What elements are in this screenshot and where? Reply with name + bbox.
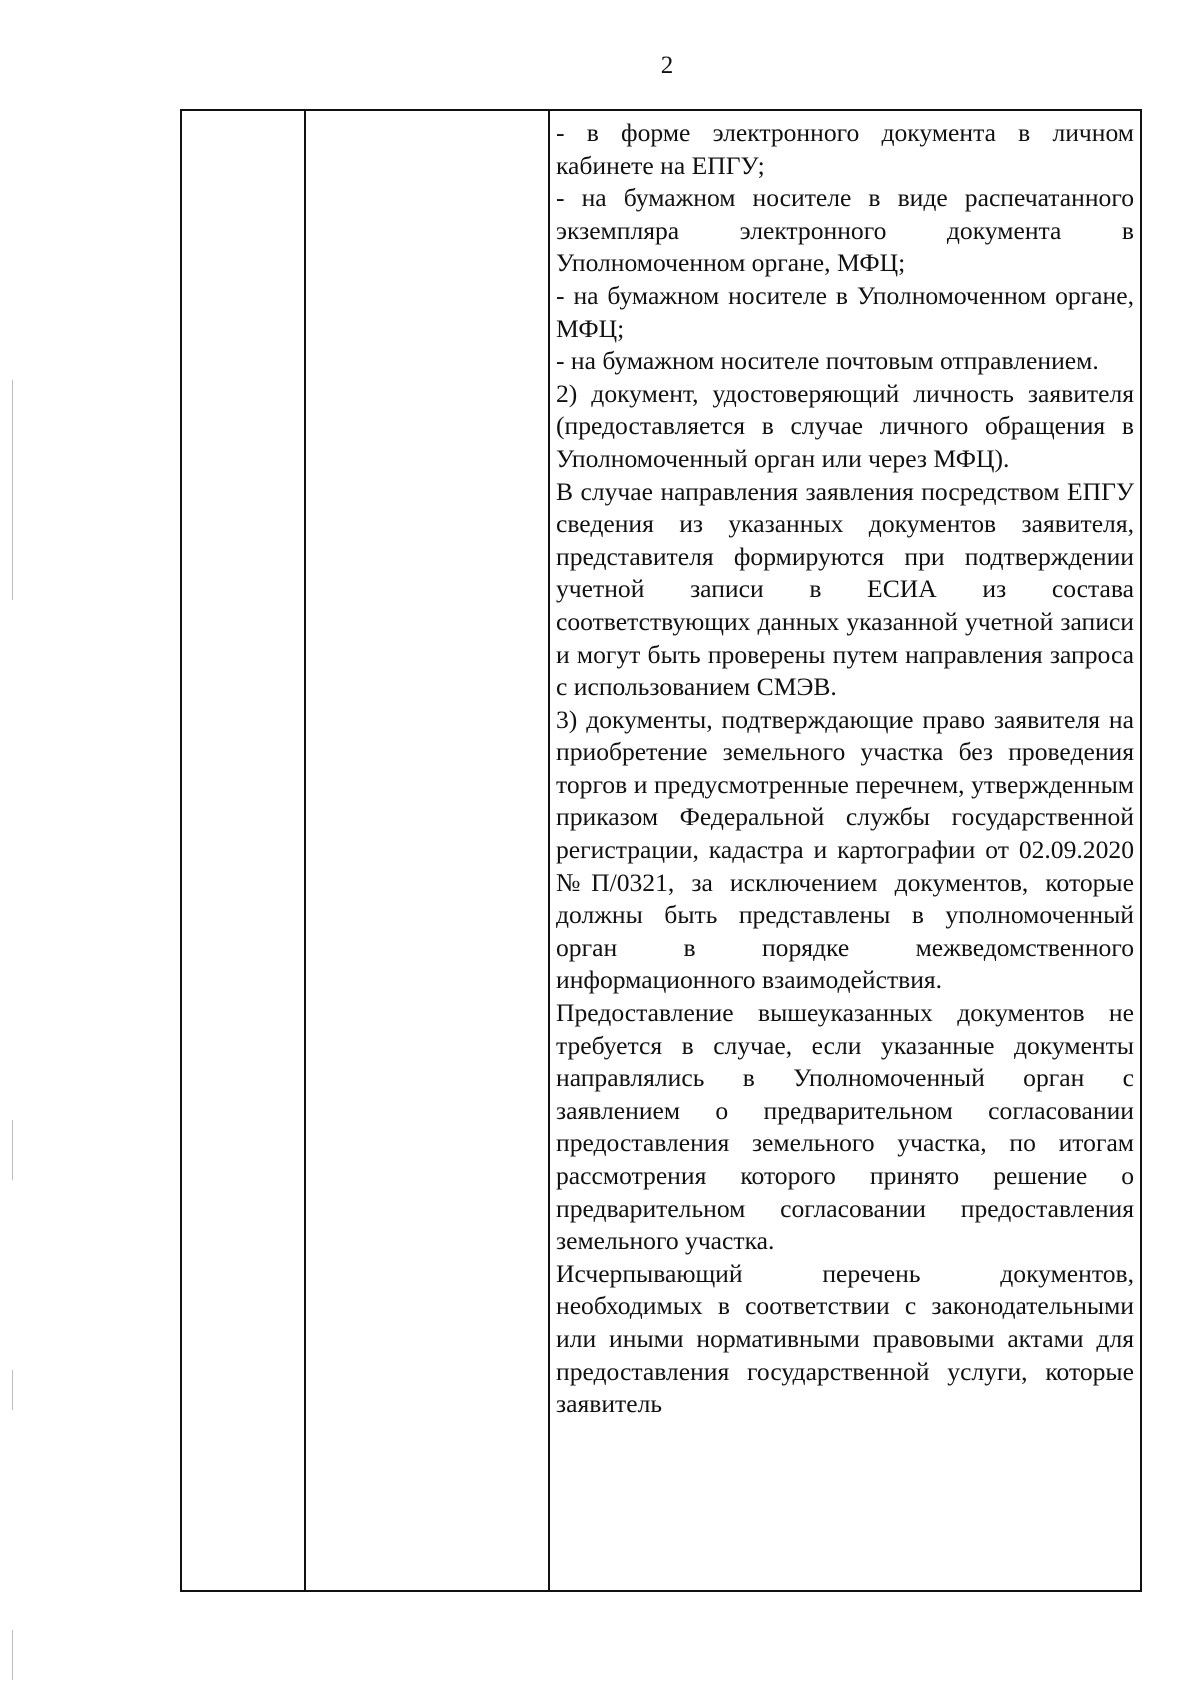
- table-cell-empty-1: [182, 111, 306, 1590]
- table-cell-empty-2: [306, 111, 550, 1590]
- paragraph-epgu-submission: В случае направления заявления посредством ЕПГУ сведения из указанных документов заявителя, представителя формируются при подтверждении учетной записи в ЕСИА из состава соответствующих данных указанной учетной записи и могут быть проверены путем направления запроса с использованием СМЭВ.: [556, 476, 1134, 702]
- paragraph-right-documents: 3) документы, подтверждающие право заявителя на приобретение земельного участка без проведения торгов и предусмотренные перечнем, утвержденным приказом Федеральной службы государственной регистрации, кадастра и картографии от 02.09.2020 №П/0321, за исключением документов, которые должны быть представлены в уполномоченный орган в порядке межведомственного информационного взаимодействия.: [556, 704, 1134, 995]
- paragraph-identity-document: 2) документ, удостоверяющий личность заявителя (предоставляется в случае личного обращения в Уполномоченный орган или через МФЦ).: [556, 378, 1134, 473]
- paragraph-electronic-cabinet: - в форме электронного документа в личном кабинете на ЕПГУ;: [556, 118, 1134, 180]
- paragraph-exhaustive-list: Исчерпывающий перечень документов, необходимых в соответствии с законодательными или иными нормативными правовыми актами для предоставления государственной услуги, которые заявитель: [556, 1258, 1134, 1419]
- scan-artifact-mark: [12, 1630, 13, 1680]
- paragraph-paper-printout: - на бумажном носителе в виде распечатанного экземпляра электронного документа в Уполномоченном органе, МФЦ;: [556, 183, 1134, 278]
- scan-artifact-mark: [12, 1370, 13, 1410]
- scan-artifact-mark: [12, 1120, 13, 1180]
- paragraph-paper-office: - на бумажном носителе в Уполномоченном органе, МФЦ;: [556, 280, 1134, 343]
- scan-artifact-mark: [12, 380, 13, 600]
- paragraph-paper-mail: - на бумажном носителе почтовым отправлением.: [556, 346, 1099, 376]
- document-table: [180, 109, 1142, 1592]
- page-number: 2: [660, 52, 674, 79]
- paragraph-not-required: Предоставление вышеуказанных документов не требуется в случае, если указанные документы направлялись в Уполномоченный орган с заявлением о предварительном согласовании предоставления земельного участка, по итогам рассмотрения которого принято решение о предварительном согласовании предоставления земельного участка.: [556, 998, 1134, 1256]
- table-cell-text: [550, 111, 1140, 1590]
